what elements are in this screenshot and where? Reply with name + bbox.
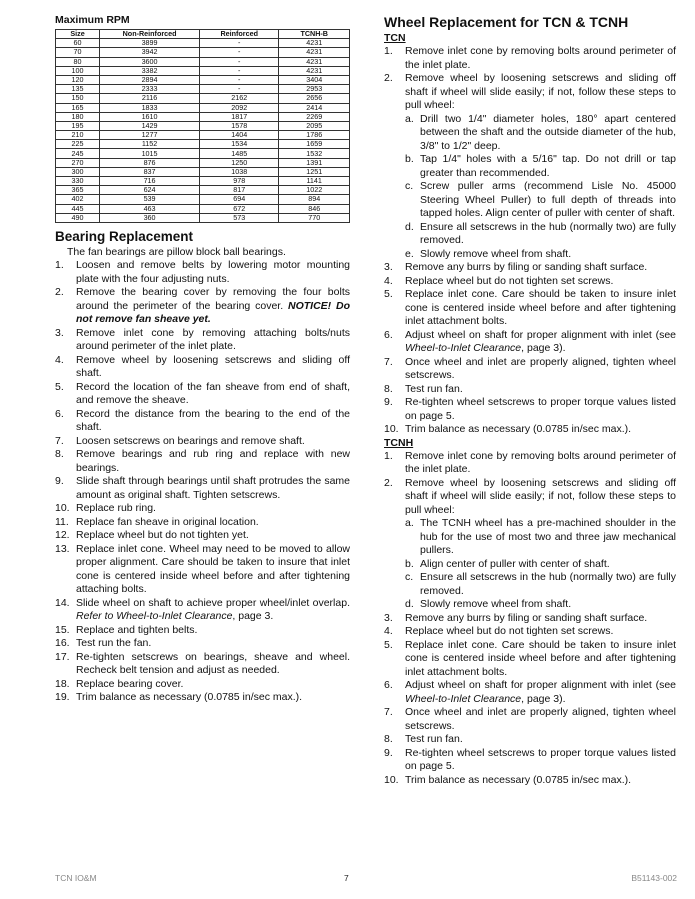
list-item: 2. Remove the bearing cover by removing the four bolts around the perimeter of the bearing cover. NOTICE! Do not remove fan sheave yet. — [55, 286, 351, 326]
table-cell: 463 — [100, 204, 200, 213]
table-cell: 365 — [56, 186, 100, 195]
table-cell: - — [200, 57, 279, 66]
clearance-reference: Refer to Wheel-to-Inlet Clearance — [76, 610, 233, 623]
table-cell: 1833 — [100, 103, 200, 112]
list-item: 7. Once wheel and inlet are properly aligned, tighten wheel setscrews. — [384, 355, 676, 381]
table-cell: 225 — [56, 140, 100, 149]
list-item: 19. Trim balance as necessary (0.0785 in/sec max.). — [55, 691, 303, 704]
table-cell: 539 — [100, 195, 200, 204]
footer-page-number: 7 — [344, 873, 349, 883]
col-header-size: Size — [56, 30, 100, 39]
table-row — [56, 94, 350, 103]
table-cell: 1038 — [200, 167, 279, 176]
table-cell: 245 — [56, 149, 100, 158]
table-cell: 1786 — [279, 131, 350, 140]
table-cell: 4231 — [279, 48, 350, 57]
table-row — [56, 57, 350, 66]
list-item: 9. Slide shaft through bearings until shaft protrudes the same amount as original shaft. Tighten setscrews. — [55, 475, 350, 501]
list-item: c. Screw puller arms (recommend Lisle No. 45000 Steering Wheel Puller) to full depth of threads into tapped holes. Align center of puller with center of shaft. — [405, 180, 676, 219]
table-cell: 100 — [56, 66, 100, 75]
list-item: 18. Replace bearing cover. — [55, 677, 184, 690]
list-item: 6. Adjust wheel on shaft for proper alignment with inlet (see Wheel-to-Inlet Clearance, page 3). — [384, 679, 676, 705]
table-cell: 1429 — [100, 121, 200, 130]
table-cell: 1610 — [100, 112, 200, 121]
table-cell: - — [200, 48, 279, 57]
col-header-tcnh-b: TCNH-B — [279, 30, 350, 39]
list-item: c. Ensure all setscrews in the hub (normally two) are fully removed. — [405, 571, 676, 597]
tcn-subheading: TCN — [384, 32, 406, 44]
table-cell: 2162 — [200, 94, 279, 103]
table-row — [56, 186, 350, 195]
table-cell: 2894 — [100, 75, 200, 84]
list-item: b. Align center of puller with center of shaft. — [405, 557, 610, 570]
table-cell: 2116 — [100, 94, 200, 103]
list-item: a. Drill two 1/4" diameter holes, 180° apart centered between the shaft and the outside diameter of the hub, 3/8" to 1/2" deep. — [405, 112, 676, 152]
table-cell: 2414 — [279, 103, 350, 112]
list-item: d. Ensure all setscrews in the hub (normally two) are fully removed. — [405, 220, 676, 246]
list-item: 6. Record the distance from the bearing to the end of the shaft. — [55, 407, 350, 434]
table-cell: 2269 — [279, 112, 350, 121]
table-cell: 2953 — [279, 85, 350, 94]
col-header-reinforced: Reinforced — [200, 30, 279, 39]
list-item: 11. Replace fan sheave in original location. — [55, 515, 259, 528]
table-cell: 716 — [100, 177, 200, 186]
list-item: 5. Record the location of the fan sheave from end of shaft, and remove the sheave. — [55, 380, 350, 407]
list-item: 2. Remove wheel by loosening setscrews and sliding off shaft if wheel will slide easily; if not, follow these steps to pull wheel: a. Drill two 1/4" diameter holes, 180° apart centered between the shaft and the outside diameter of the hub, 3/8" to 1/2" deep. b. Tap 1/4" holes with a 5/16" tap. Do not drill or tap greater than recommended. c. Screw puller arms (recommend Lisle No. 45000 Steering Wheel Puller) to full depth of threads into tapped holes. Align center of puller with center of shaft. d. Ensure all setscrews in the hub (normally two) are fully removed. e. Slowly remove wheel from shaft. — [384, 72, 676, 260]
list-item: 7. Once wheel and inlet are properly aligned, tighten wheel setscrews. — [384, 706, 676, 732]
table-cell: 490 — [56, 213, 100, 222]
clearance-reference: Wheel-to-Inlet Clearance — [405, 692, 522, 705]
table-row — [56, 213, 350, 222]
table-cell: 135 — [56, 85, 100, 94]
list-item: 2. Remove wheel by loosening setscrews and sliding off shaft if wheel will slide easily; if not, follow these steps to pull wheel: a. The TCNH wheel has a pre-machined shoulder in the hub for the use of most two and three jaw mechanical pullers. b. Align center of puller with center of shaft. c. Ensure all setscrews in the hub (normally two) are fully removed. d. Slowly remove wheel from shaft. — [384, 476, 676, 610]
table-cell: 2095 — [279, 121, 350, 130]
list-item: 4. Replace wheel but do not tighten set screws. — [384, 274, 614, 287]
table-cell: 1817 — [200, 112, 279, 121]
table-cell: 978 — [200, 177, 279, 186]
table-row — [56, 167, 350, 176]
col-header-non-reinforced: Non-Reinforced — [100, 30, 200, 39]
tcn-steps-list — [384, 45, 676, 437]
table-cell: 1534 — [200, 140, 279, 149]
table-row — [56, 149, 350, 158]
table-cell: 360 — [100, 213, 200, 222]
table-cell: 70 — [56, 48, 100, 57]
tcnh-substeps-list — [405, 517, 676, 612]
bearing-intro: The fan bearings are pillow block ball bearings. — [67, 245, 286, 258]
list-item: 9. Re-tighten wheel setscrews to proper torque values listed on page 5. — [384, 746, 676, 772]
table-cell: 694 — [200, 195, 279, 204]
table-cell: 1404 — [200, 131, 279, 140]
table-cell: 402 — [56, 195, 100, 204]
list-item: 10. Trim balance as necessary (0.0785 in/sec max.). — [384, 423, 632, 435]
table-cell: 1251 — [279, 167, 350, 176]
max-rpm-table — [55, 29, 350, 223]
table-cell: 2656 — [279, 94, 350, 103]
left-column — [55, 14, 350, 705]
list-item: 13. Replace inlet cone. Wheel may need to be moved to allow proper alignment. Care should be taken to insure that inlet cone is centered inside wheel before and after tightening attaching bolts. — [55, 542, 350, 596]
table-cell: 445 — [56, 204, 100, 213]
table-row — [56, 140, 350, 149]
wheel-replacement-title: Wheel Replacement for TCN & TCNH — [384, 14, 629, 30]
footer-doc-name: TCN IO&M — [55, 873, 97, 883]
table-cell: 2092 — [200, 103, 279, 112]
table-cell: - — [200, 39, 279, 48]
table-cell: 1277 — [100, 131, 200, 140]
table-cell: 1152 — [100, 140, 200, 149]
table-cell: 573 — [200, 213, 279, 222]
list-item: 4. Remove wheel by loosening setscrews and sliding off shaft. — [55, 353, 350, 380]
list-item: b. Tap 1/4" holes with a 5/16" tap. Do not drill or tap greater than recommended. — [405, 153, 676, 179]
tcn-substeps-list — [405, 113, 676, 262]
list-item: 15. Replace and tighten belts. — [55, 623, 198, 636]
list-item: 8. Test run fan. — [384, 733, 463, 745]
list-item: 1. Loosen and remove belts by lowering motor mounting plate with the four adjusting nuts. — [55, 259, 350, 285]
table-row — [56, 195, 350, 204]
table-cell: 672 — [200, 204, 279, 213]
bearing-steps-list — [55, 259, 350, 705]
list-item: 4. Replace wheel but do not tighten set screws. — [384, 625, 614, 637]
table-row — [56, 204, 350, 213]
list-item: 6. Adjust wheel on shaft for proper alignment with inlet (see Wheel-to-Inlet Clearance, page 3). — [384, 328, 676, 354]
rpm-table-body — [56, 39, 350, 223]
list-item: 8. Test run fan. — [384, 382, 463, 395]
table-cell: - — [200, 75, 279, 84]
table-cell: 624 — [100, 186, 200, 195]
table-cell: 165 — [56, 103, 100, 112]
tcnh-steps-list — [384, 450, 676, 788]
table-cell: 270 — [56, 158, 100, 167]
table-cell: 3600 — [100, 57, 200, 66]
list-item: 17. Re-tighten setscrews on bearings, sheave and wheel. Recheck belt tension and adjust as needed. — [55, 650, 350, 677]
notice-text: NOTICE! Do not remove fan sheave yet. — [76, 299, 351, 326]
list-item: 5. Replace inlet cone. Care should be taken to insure inlet cone is centered inside wheel before and after tightening inlet attachment bolts. — [384, 288, 676, 327]
table-cell: 210 — [56, 131, 100, 140]
table-cell: 1391 — [279, 158, 350, 167]
table-cell: 4231 — [279, 57, 350, 66]
table-row — [56, 112, 350, 121]
list-item: 5. Replace inlet cone. Care should be taken to insure inlet cone is centered inside wheel before and after tightening inlet attachment bolts. — [384, 638, 676, 678]
clearance-reference: Wheel-to-Inlet Clearance — [405, 342, 522, 354]
list-item: 3. Remove any burrs by filing or sanding shaft surface. — [384, 611, 648, 624]
table-cell: 195 — [56, 121, 100, 130]
list-item: 3. Remove inlet cone by removing attaching bolts/nuts around perimeter of the inlet plate. — [55, 326, 350, 353]
table-cell: 1532 — [279, 149, 350, 158]
table-row — [56, 158, 350, 167]
bearing-replacement-title: Bearing Replacement — [55, 228, 194, 244]
table-cell: 3942 — [100, 48, 200, 57]
list-item: 10. Trim balance as necessary (0.0785 in/sec max.). — [384, 773, 632, 786]
table-cell: 80 — [56, 57, 100, 66]
table-cell: - — [200, 66, 279, 75]
table-cell: - — [200, 85, 279, 94]
list-item: 12. Replace wheel but do not tighten yet. — [55, 529, 249, 542]
table-row — [56, 48, 350, 57]
list-item: e. Slowly remove wheel from shaft. — [405, 247, 572, 260]
list-item: 1. Remove inlet cone by removing bolts around perimeter of the inlet plate. — [384, 45, 676, 71]
table-cell: 837 — [100, 167, 200, 176]
table-cell: 180 — [56, 112, 100, 121]
table-cell: 876 — [100, 158, 200, 167]
table-cell: 300 — [56, 167, 100, 176]
list-item: 8. Remove bearings and rub ring and replace with new bearings. — [55, 448, 350, 474]
table-row — [56, 103, 350, 112]
table-cell: 846 — [279, 204, 350, 213]
table-cell: 1578 — [200, 121, 279, 130]
table-cell: 1485 — [200, 149, 279, 158]
table-cell: 60 — [56, 39, 100, 48]
table-cell: 2333 — [100, 85, 200, 94]
list-item: 1. Remove inlet cone by removing bolts around perimeter of the inlet plate. — [384, 449, 676, 475]
table-cell: 1659 — [279, 140, 350, 149]
table-cell: 817 — [200, 186, 279, 195]
table-cell: 770 — [279, 213, 350, 222]
list-item: 9. Re-tighten wheel setscrews to proper torque values listed on page 5. — [384, 396, 676, 422]
table-cell: 4231 — [279, 39, 350, 48]
table-cell: 120 — [56, 75, 100, 84]
table-cell: 3899 — [100, 39, 200, 48]
table-cell: 1022 — [279, 186, 350, 195]
right-column — [384, 14, 676, 787]
list-item: a. The TCNH wheel has a pre-machined shoulder in the hub for the use of most two and three jaw mechanical pullers. — [405, 517, 676, 556]
table-cell: 894 — [279, 195, 350, 204]
list-item: 10. Replace rub ring. — [55, 502, 156, 515]
list-item: 7. Loosen setscrews on bearings and remove shaft. — [55, 434, 305, 447]
table-cell: 1141 — [279, 177, 350, 186]
tcnh-subheading: TCNH — [384, 436, 414, 449]
list-item: 16. Test run the fan. — [55, 637, 152, 650]
table-cell: 1015 — [100, 149, 200, 158]
list-item: 3. Remove any burrs by filing or sanding shaft surface. — [384, 261, 648, 273]
table-cell: 150 — [56, 94, 100, 103]
rpm-table-heading: Maximum RPM — [55, 14, 130, 26]
table-cell: 3404 — [279, 75, 350, 84]
list-item: d. Slowly remove wheel from shaft. — [405, 598, 572, 610]
table-cell: 330 — [56, 177, 100, 186]
table-cell: 1250 — [200, 158, 279, 167]
list-item: 14. Slide wheel on shaft to achieve proper wheel/inlet overlap. Refer to Wheel-to-Inlet Clearance, page 3. — [55, 596, 350, 623]
footer-doc-code: B51143-002 — [631, 873, 677, 883]
table-cell: 3382 — [100, 66, 200, 75]
table-cell: 4231 — [279, 66, 350, 75]
